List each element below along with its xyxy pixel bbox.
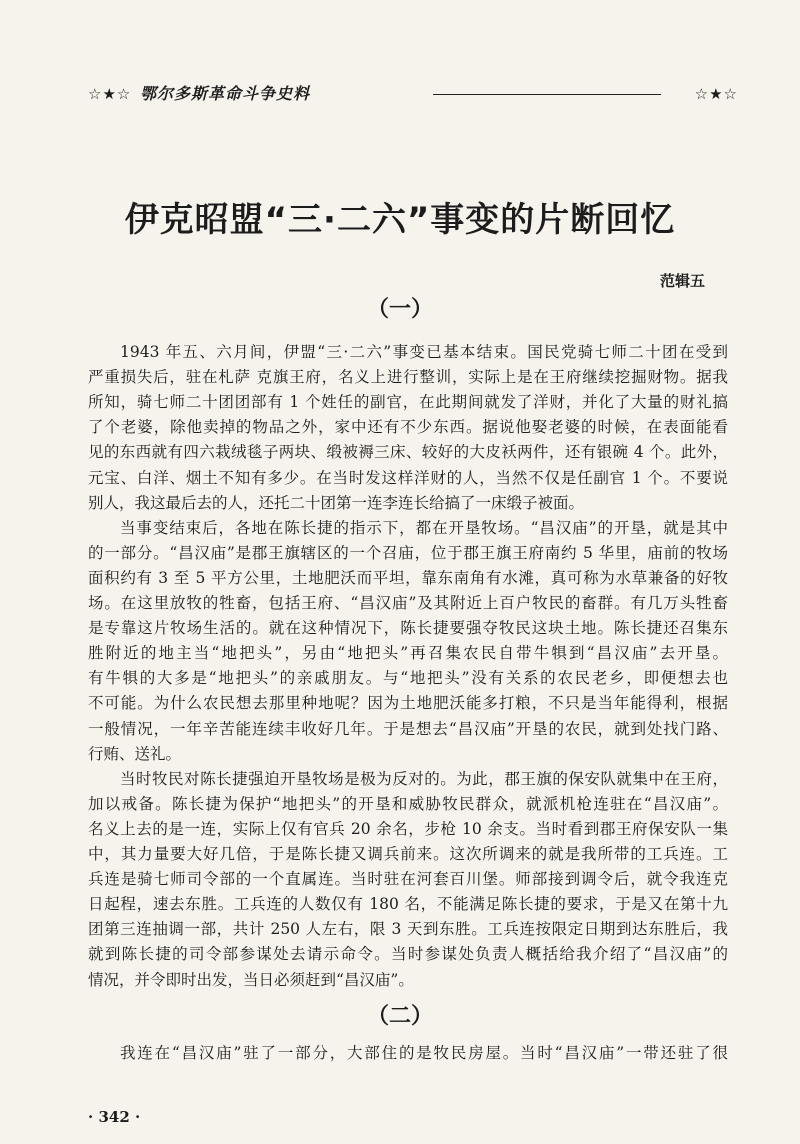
text-line: 元宝、白洋、烟土不知有多少。在当时发这样洋财的人，当然不仅是任副官 1 个。不要说 xyxy=(88,469,728,487)
text-line: 胜附近的地主当“地把头”，另由“地把头”再召集农民自带牛犋到“昌汉庙”去开垦。 xyxy=(88,644,728,662)
text-line: 兵连是骑七师司令部的一个直属连。当时驻在河套百川堡。师部接到调令后，就令我连克 xyxy=(88,870,728,888)
text-line: 行贿、送礼。 xyxy=(88,745,182,763)
text-line: 了个老婆，除他卖掉的物品之外，家中还有不少东西。据说他娶老婆的时候，在表面能看 xyxy=(88,418,728,436)
article-title: 伊克昭盟“三·二六”事变的片断回忆 xyxy=(124,200,676,240)
header-stars-right: ☆★☆ xyxy=(694,85,738,103)
text-line: 见的东西就有四六栽绒毯子两块、缎被褥三床、较好的大皮袄两件，还有银碗 4 个。此外， xyxy=(88,443,728,461)
text-line: 团第三连抽调一部，共计 250 人左右，限 3 天到东胜。工兵连按限定日期到达东胜后，我 xyxy=(88,920,728,938)
text-line: 是专靠这片牧场生活的。就在这种情况下，陈长捷要强夺牧民这块土地。陈长捷还召集东 xyxy=(88,619,728,637)
text-line: 有牛犋的大多是“地把头”的亲戚朋友。与“地把头”没有关系的农民老乡，即便想去也 xyxy=(88,669,728,687)
text-line: 别人，我这最后去的人，还托二十团第一连李连长给搞了一床缎子被面。 xyxy=(88,494,585,512)
text-line: 名义上去的是一连，实际上仅有官兵 20 余名，步枪 10 余支。当时看到郡王府保安队一集 xyxy=(88,820,728,838)
text-line: 情况，并令即时出发，当日必须赶到“昌汉庙”。 xyxy=(88,971,414,989)
author-name: 范辑五 xyxy=(659,272,705,290)
text-line: 日起程，速去东胜。工兵连的人数仅有 180 名，不能满足陈长捷的要求，于是又在第十九 xyxy=(88,895,728,913)
text-line: 1943 年五、六月间，伊盟“三·二六”事变已基本结束。国民党骑七师二十团在受到 xyxy=(120,343,728,361)
text-line: 场。在这里放牧的牲畜，包括王府、“昌汉庙”及其附近上百户牧民的畜群。有几万头牲畜 xyxy=(88,594,728,612)
section-heading: （一） xyxy=(366,296,433,322)
header-stars-left: ☆★☆ xyxy=(88,85,132,103)
text-line: 我连在“昌汉庙”驻了一部分，大部住的是牧民房屋。当时“昌汉庙”一带还驻了很 xyxy=(120,1044,728,1062)
text-line: 一般情况，一年辛苦能连续丰收好几年。于是想去“昌汉庙”开垦的农民，就到处找门路、 xyxy=(88,720,728,738)
text-line: 所知，骑七师二十团团部有 1 个姓任的副官，在此期间就发了洋财，并化了大量的财礼搞 xyxy=(88,393,728,411)
journal-title: 鄂尔多斯革命斗争史料 xyxy=(140,84,311,103)
text-line: 面积约有 3 至 5 平方公里，土地肥沃而平坦，靠东南角有水滩，真可称为水草兼备的好牧 xyxy=(88,569,728,587)
page-number: · 342 · xyxy=(88,1108,141,1126)
text-line: 加以戒备。陈长捷为保护“地把头”的开垦和威胁牧民群众，就派机枪连驻在“昌汉庙”。 xyxy=(88,795,728,813)
text-line: 当时牧民对陈长捷强迫开垦牧场是极为反对的。为此，郡王旗的保安队就集中在王府， xyxy=(120,770,728,788)
running-header xyxy=(88,82,738,106)
text-line: 严重损失后，驻在札萨 克旗王府，名义上进行整训，实际上是在王府继续挖掘财物。据我 xyxy=(88,368,728,386)
section-heading: （二） xyxy=(366,1003,433,1029)
header-rule xyxy=(433,94,661,95)
text-line: 当事变结束后，各地在陈长捷的指示下，都在开垦牧场。“昌汉庙”的开垦，就是其中 xyxy=(120,519,728,537)
text-line: 就到陈长捷的司令部参谋处去请示命令。当时参谋处负责人概括给我介绍了“昌汉庙”的 xyxy=(88,945,728,963)
text-line: 的一部分。“昌汉庙”是郡王旗辖区的一个召庙，位于郡王旗王府南约 5 华里，庙前的牧场 xyxy=(88,544,728,562)
text-line: 中，其力量要大好几倍，于是陈长捷又调兵前来。这次所调来的就是我所带的工兵连。工 xyxy=(88,845,728,863)
text-line: 不可能。为什么农民想去那里种地呢？因为土地肥沃能多打粮，不只是当年能得利，根据 xyxy=(88,694,728,712)
